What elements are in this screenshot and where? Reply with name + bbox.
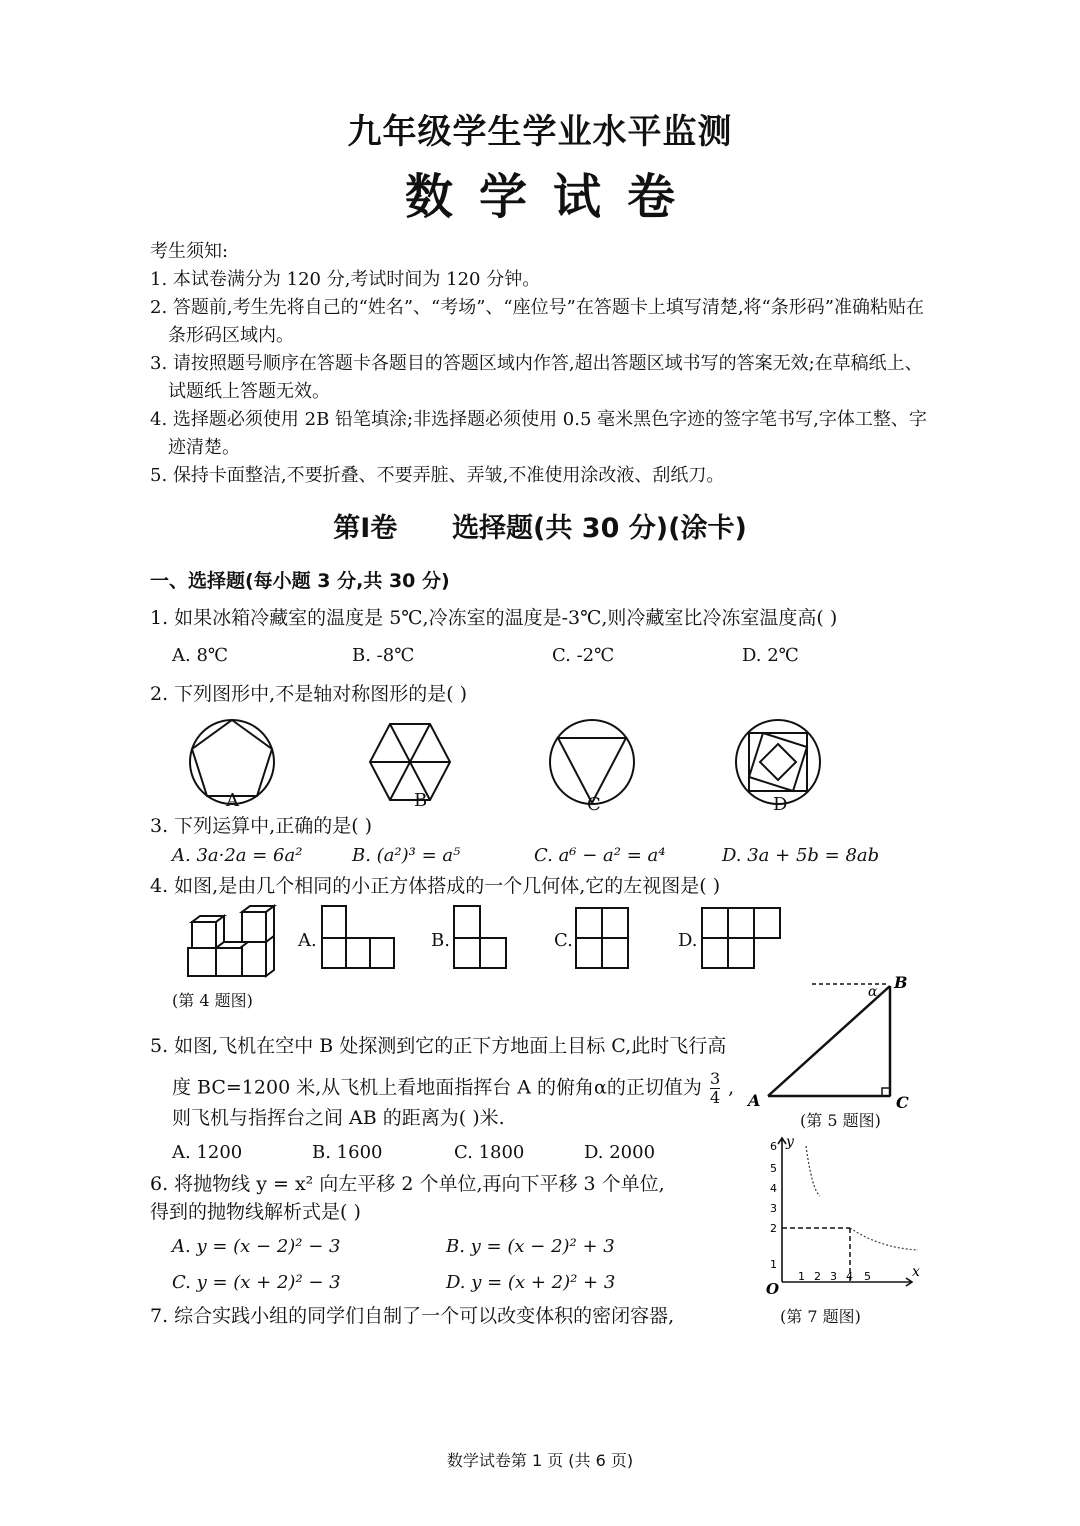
q3-option-d: D. 3a + 5b = 8ab — [722, 845, 880, 866]
q6-option-a: A. y = (x − 2)² − 3 — [172, 1236, 341, 1257]
question-5-line2 — [172, 1070, 734, 1107]
subsection-heading: 一、选择题(每小题 3 分,共 30 分) — [150, 570, 450, 592]
q7-y-tick: 2 — [770, 1222, 777, 1235]
q4-figures — [182, 904, 802, 984]
question-5-line3: 则飞机与指挥台之间 AB 的距离为( )米. — [172, 1107, 505, 1129]
notice-item: 3. 请按照题号顺序在答题卡各题目的答题区域内作答,超出答题区域书写的答案无效;在草稿纸上、试题纸上答题无效。 — [150, 353, 923, 402]
q5-option-c: C. 1800 — [454, 1142, 525, 1163]
q4-label-b: B. — [431, 930, 450, 951]
question-6-line2: 得到的抛物线解析式是( ) — [150, 1201, 361, 1223]
q7-origin-label: O — [766, 1280, 780, 1296]
q4-caption: (第 4 题图) — [172, 991, 253, 1010]
figure-c-triangle-in-circle — [550, 720, 634, 804]
q7-y-tick: 6 — [770, 1140, 777, 1153]
question-5-line1: 5. 如图,飞机在空中 B 处探测到它的正下方地面上目标 C,此时飞行高 — [150, 1035, 727, 1057]
question-1-stem: 1. 如果冰箱冷藏室的温度是 5℃,冷冻室的温度是-3℃,则冷藏室比冷冻室温度高( ) — [150, 607, 838, 629]
q5-line2-tail: , — [728, 1076, 735, 1099]
figure-cube-stack — [188, 906, 274, 976]
q5-fraction — [710, 1070, 720, 1107]
q7-x-tick: 2 — [814, 1270, 821, 1283]
q6-option-d: D. y = (x + 2)² + 3 — [446, 1272, 616, 1293]
section-name: 选择题(共 30 分)(涂卡) — [452, 513, 747, 544]
q7-x-axis-label: x — [912, 1264, 920, 1280]
q5-fraction-numerator: 3 — [709, 1069, 721, 1088]
option-c-view — [576, 908, 628, 968]
q2-label-c: C — [587, 794, 601, 815]
notice-item: 1. 本试卷满分为 120 分,考试时间为 120 分钟。 — [150, 269, 541, 290]
exam-subtitle: 数学试卷 — [404, 169, 701, 225]
q2-figures — [180, 712, 840, 812]
option-b-view — [454, 906, 506, 968]
q5-vertex-b: B — [894, 973, 908, 992]
q7-graph — [760, 1130, 930, 1296]
notice-heading: 考生须知: — [150, 241, 229, 262]
q7-caption: (第 7 题图) — [780, 1307, 861, 1326]
q7-y-tick: 4 — [770, 1182, 777, 1195]
q6-option-c: C. y = (x + 2)² − 3 — [172, 1272, 341, 1293]
q5-angle-alpha: α — [868, 984, 878, 1000]
figure-d-squares-in-circle — [736, 720, 820, 804]
option-a-view — [322, 906, 394, 968]
notice-item: 2. 答题前,考生先将自己的“姓名”、“考场”、“座位号”在答题卡上填写清楚,将“条形码”准确粘贴在条形码区域内。 — [150, 297, 924, 346]
exam-title: 九年级学生学业水平监测 — [347, 112, 733, 152]
q1-option-b: B. -8℃ — [352, 645, 415, 666]
question-2-stem: 2. 下列图形中,不是轴对称图形的是( ) — [150, 683, 468, 705]
q1-option-a: A. 8℃ — [172, 645, 229, 666]
q4-label-c: C. — [554, 930, 573, 951]
section-heading — [0, 506, 1080, 545]
q5-line2-text: 度 BC=1200 米,从飞机上看地面指挥台 A 的俯角α的正切值为 — [172, 1076, 702, 1099]
notice-item: 4. 选择题必须使用 2B 铅笔填涂;非选择题必须使用 0.5 毫米黑色字迹的签字笔书写,字体工整、字迹清楚。 — [150, 409, 927, 458]
q7-x-tick: 5 — [864, 1270, 871, 1283]
q7-x-tick: 3 — [830, 1270, 837, 1283]
question-7-line1: 7. 综合实践小组的同学们自制了一个可以改变体积的密闭容器, — [150, 1305, 675, 1327]
q2-label-a: A — [226, 790, 239, 811]
q5-fraction-denominator: 4 — [709, 1088, 721, 1107]
q5-vertex-a: A — [748, 1091, 761, 1110]
q7-y-tick: 3 — [770, 1202, 777, 1215]
notice-item: 5. 保持卡面整洁,不要折叠、不要弄脏、弄皱,不准使用涂改液、刮纸刀。 — [150, 465, 725, 486]
section-part: 第Ⅰ卷 — [333, 513, 398, 544]
q6-option-b: B. y = (x − 2)² + 3 — [446, 1236, 615, 1257]
candidate-notice — [150, 238, 940, 490]
q5-caption: (第 5 题图) — [800, 1111, 881, 1130]
q1-option-c: C. -2℃ — [552, 645, 615, 666]
q1-option-d: D. 2℃ — [742, 645, 799, 666]
q5-vertex-c: C — [896, 1093, 909, 1110]
q7-y-tick: 5 — [770, 1162, 777, 1175]
q3-option-b: B. (a²)³ = a⁵ — [352, 845, 461, 866]
figure-b-hexagon — [370, 724, 450, 800]
q3-option-c: C. a⁶ − a² = a⁴ — [534, 845, 666, 866]
question-3-stem: 3. 下列运算中,正确的是( ) — [150, 815, 373, 837]
q3-option-a: A. 3a·2a = 6a² — [172, 845, 303, 866]
q4-label-d: D. — [678, 930, 698, 951]
page-footer: 数学试卷第 1 页 (共 6 页) — [446, 1451, 634, 1470]
q7-x-tick: 4 — [846, 1270, 853, 1283]
q7-x-tick: 1 — [798, 1270, 805, 1283]
q5-option-d: D. 2000 — [584, 1142, 656, 1163]
q5-option-b: B. 1600 — [312, 1142, 383, 1163]
question-4-stem: 4. 如图,是由几个相同的小正方体搭成的一个几何体,它的左视图是( ) — [150, 875, 721, 897]
q2-label-b: B — [414, 790, 428, 811]
q4-label-a: A. — [298, 930, 317, 951]
q5-option-a: A. 1200 — [172, 1142, 243, 1163]
q5-figure — [744, 970, 924, 1110]
q7-y-tick: 1 — [770, 1258, 777, 1271]
option-d-view — [702, 908, 780, 968]
question-6-line1: 6. 将抛物线 y = x² 向左平移 2 个单位,再向下平移 3 个单位, — [150, 1173, 665, 1195]
q7-y-axis-label: y — [786, 1134, 794, 1150]
q2-label-d: D — [773, 794, 788, 815]
